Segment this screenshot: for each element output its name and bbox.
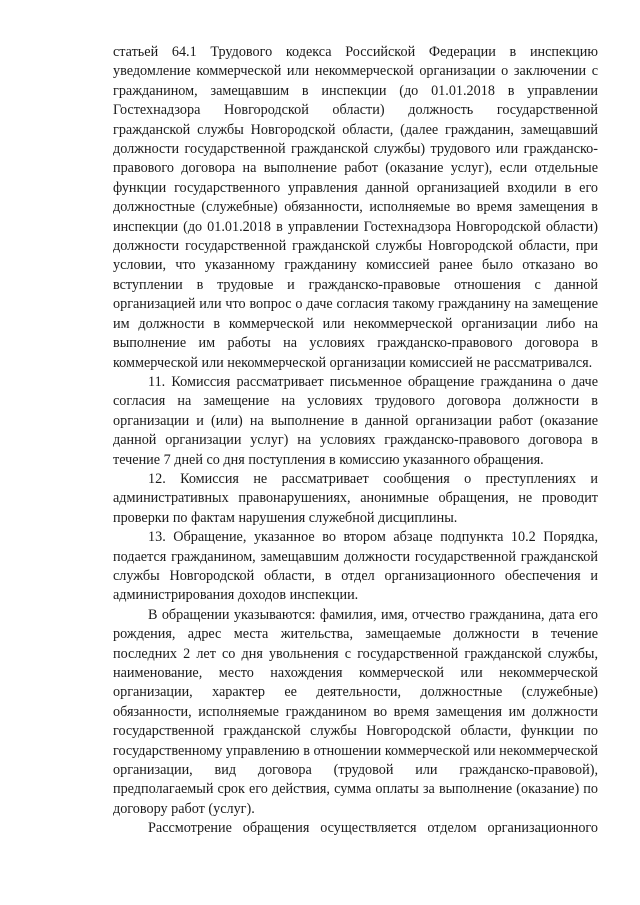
paragraph-appeal-review: Рассмотрение обращения осуществляется отделом организационного: [148, 820, 598, 837]
paragraph-item-11: 11. Комиссия рассматривает письменное обращение гражданина о даче согласия на замещение на условиях трудового договора должности в организации и (или) на выполнение в данной организации работ (оказание данной организации услуг) на условиях гражданско-правового договора в течение 7 дней со дня поступления в комиссию указанного обращения.: [113, 373, 598, 468]
paragraph-continued: статьей 64.1 Трудового кодекса Российской Федерации в инспекцию уведомление коммерческой или некоммерческой организации о заключении с гражданином, замещавшим в инспекции (до 01.01.2018 в управлении Гостехнадзора Новгородской области) должность государственной гражданской службы Новгородской области, (далее гражданин, замещавший должности государственной гражданской службы) трудового или гражданско-правового договора на выполнение работ (оказание услуг), если отдельные функции государственного управления данной организацией входили в его должностные (служебные) обязанности, исполняемые во время замещения в инспекции (до 01.01.2018 в управлении Гостехнадзора Новгородской области) должности государственной гражданской службы Новгородской области, при условии, что указанному гражданину комиссией ранее было отказано во вступлении в трудовые и гражданско-правовые отношения с данной организацией или что вопрос о даче согласия такому гражданину на замещение им должности в коммерческой или некоммерческой организации либо на выполнение им работы на условиях гражданско-правового договора в коммерческой или некоммерческой организации комиссией не рассматривался.: [113, 44, 598, 371]
document-body: [113, 43, 598, 839]
paragraph-appeal-contents: В обращении указываются: фамилия, имя, отчество гражданина, дата его рождения, адрес места жительства, замещаемые должности в течение последних 2 лет со дня увольнения с государственной гражданской службы, наименование, место нахождения коммерческой или некоммерческой организации, характер ее деятельности, должностные (служебные) обязанности, исполняемые гражданином во время замещения им должности государственной гражданской службы Новгородской области, функции по государственному управлению в отношении коммерческой или некоммерческой организации, вид договора (трудовой или гражданско-правовой), предполагаемый срок его действия, сумма оплаты за выполнение (оказание) по договору работ (услуг).: [113, 606, 598, 817]
paragraph-item-12: 12. Комиссия не рассматривает сообщения о преступлениях и административных правонарушениях, анонимные обращения, не проводит проверки по фактам нарушения служебной дисциплины.: [113, 470, 598, 526]
paragraph-item-13: 13. Обращение, указанное во втором абзаце подпункта 10.2 Порядка, подается гражданином, замещавшим должности государственной гражданской службы Новгородской области, в отдел организационного обеспечения и администрирования доходов инспекции.: [113, 529, 598, 604]
